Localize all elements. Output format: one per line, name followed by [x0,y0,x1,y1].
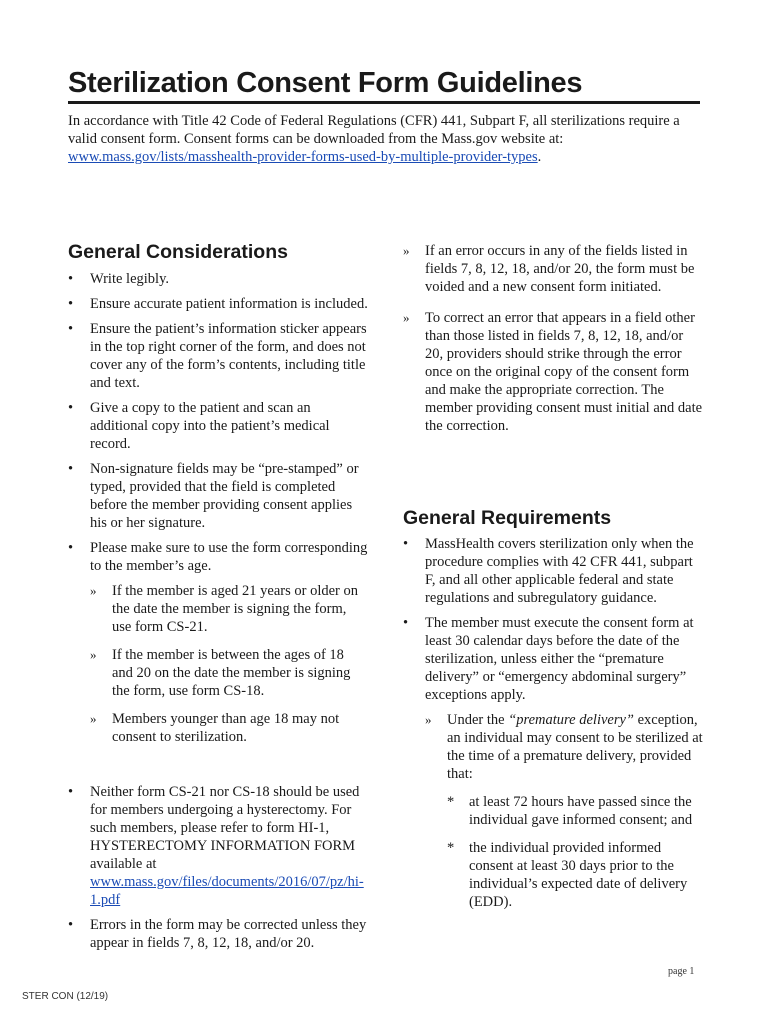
bullet-text: MassHealth covers sterilization only when the procedure complies with 42 CFR 441, subpart F, and all other applicable federal and state regulations and subregulatory guidance. [425,536,694,606]
bullet-marker: • [68,917,74,933]
condition-item [447,793,703,829]
form-code: STER CON (12/19) [22,991,109,1002]
considerations-list [68,270,368,746]
considerations-list-continued [68,783,368,952]
star-marker: * [447,840,455,856]
sub-marker: » [403,243,410,258]
bullet-marker: • [68,321,74,337]
bullet-text: The member must execute the consent form at least 30 calendar days before the date of the sterilization, unless either the “premature delivery” or “emergency abdominal surgery” exceptions apply. [425,615,694,703]
bullet-marker: • [68,271,74,287]
sub-marker: » [403,310,410,325]
sub-marker: » [90,711,97,726]
bullet-text: Ensure the patient’s information sticker appears in the top right corner of the form, and does not cover any of the form’s contents, including title and text. [90,321,367,391]
bullet-marker: • [68,296,74,312]
star-marker: * [447,794,455,810]
bullet-marker: • [68,784,74,800]
condition-text: the individual provided informed consent at least 30 days prior to the individual’s expected date of delivery (EDD). [469,840,688,910]
page-number: page 1 [668,966,695,977]
list-item [68,270,368,288]
premature-term: “premature delivery” [508,712,634,728]
premature-prefix: Under the [447,712,509,728]
sub-item [403,309,703,435]
sub-item [425,711,703,911]
bullet-marker: • [68,461,74,477]
list-item [403,535,703,607]
sub-item [403,242,703,296]
list-item [68,320,368,392]
intro-end: . [537,149,542,165]
list-item [68,399,368,453]
consent-forms-link[interactable]: www.mass.gov/lists/masshealth-provider-forms-used-by-multiple-provider-types [68,149,538,165]
general-considerations-heading: General Considerations [68,241,288,263]
sub-item [90,646,368,700]
premature-suffix: exception, an individual may consent to be sterilized at the time of a premature delivery, provided that: [447,712,703,782]
bullet-marker: • [68,540,74,556]
bullet-text: Please make sure to use the form corresponding to the member’s age. [90,540,368,574]
age-sublist [90,582,368,746]
intro-paragraph [68,112,708,166]
sub-marker: » [425,712,432,727]
bullet-marker: • [403,536,409,552]
bullet-text: Give a copy to the patient and scan an additional copy into the patient’s medical record. [90,400,330,452]
bullet-text: Errors in the form may be corrected unless they appear in fields 7, 8, 12, 18, and/or 20. [90,917,367,951]
requirements-list [403,535,703,911]
condition-item [447,839,703,911]
sub-item-text: If an error occurs in any of the fields listed in fields 7, 8, 12, 18, and/or 20, the form must be voided and a new consent form initiated. [425,243,695,295]
bullet-marker: • [403,615,409,631]
list-item [403,614,703,911]
sub-marker: » [90,583,97,598]
bullet-text: Ensure accurate patient information is included. [90,296,368,312]
bullet-text: Neither form CS-21 nor CS-18 should be used for members undergoing a hysterectomy. For such members, please refer to form HI-1, HYSTERECTOMY INFORMATION FORM available at [90,784,360,872]
bullet-text: Write legibly. [90,271,170,287]
exception-sublist [425,711,703,911]
list-item [68,295,368,313]
sub-item [90,710,368,746]
intro-text: In accordance with Title 42 Code of Federal Regulations (CFR) 441, Subpart F, all sterilizations require a valid consent form. Consent forms can be downloaded from the Mass.gov website at: [68,113,680,147]
sub-item [90,582,368,636]
bullet-marker: • [68,400,74,416]
hi-1-form-link[interactable]: www.mass.gov/files/documents/2016/07/pz/hi-1.pdf [90,874,364,908]
sub-item-text: To correct an error that appears in a field other than those listed in fields 7, 8, 12, 18, and/or 20, providers should strike through the error once on the original copy of the consent form and make the appropriate correction. The member providing consent must initial and date the correction. [425,310,703,434]
page-title: Sterilization Consent Form Guidelines [68,66,700,104]
sub-item-text: If the member is between the ages of 18 and 20 on the date the member is signing the form, use form CS-18. [112,647,351,699]
sub-item-text: Members younger than age 18 may not consent to sterilization. [112,711,340,745]
bullet-text: Non-signature fields may be “pre-stamped” or typed, provided that the field is completed before the member providing consent applies his or her signature. [90,461,359,531]
conditions-list [447,793,703,911]
sub-item-text: If the member is aged 21 years or older on the date the member is signing the form, use form CS-21. [112,583,359,635]
list-item [68,460,368,532]
general-requirements-heading: General Requirements [403,507,612,529]
error-sublist [403,242,703,435]
list-item [68,916,368,952]
sub-marker: » [90,647,97,662]
list-item [68,539,368,746]
list-item [68,783,368,909]
condition-text: at least 72 hours have passed since the individual gave informed consent; and [469,794,693,828]
